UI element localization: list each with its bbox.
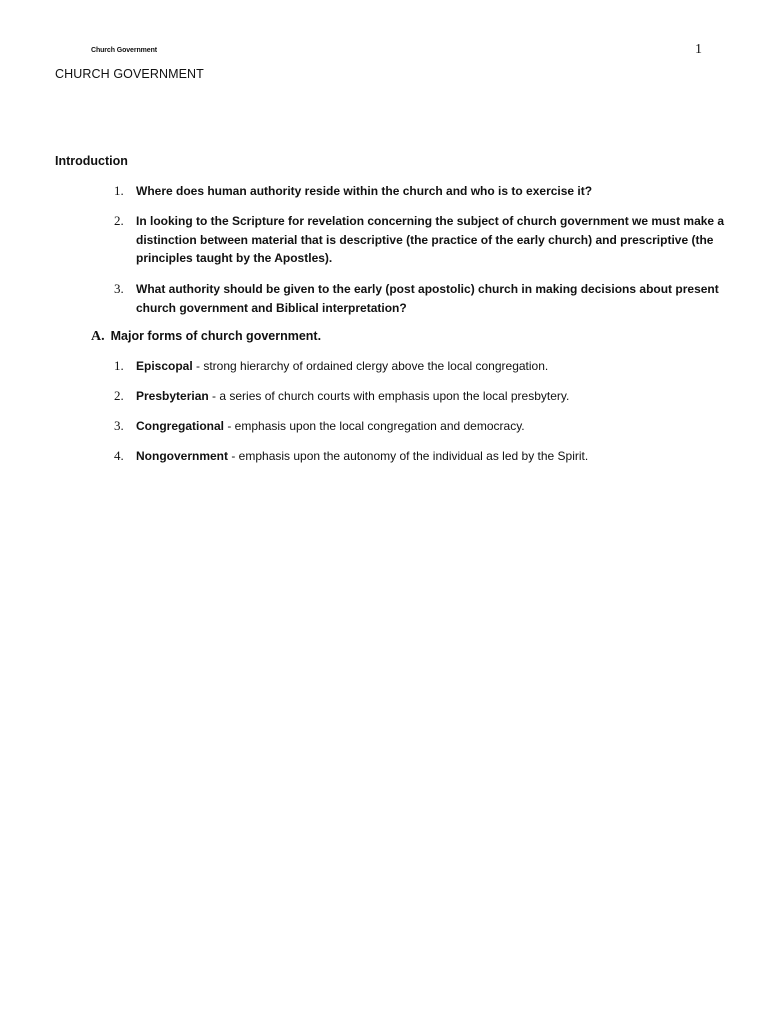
list-text [136, 417, 726, 436]
intro-list-item [114, 280, 724, 317]
running-header: Church Government [91, 47, 157, 54]
list-text [136, 447, 726, 466]
list-number: 2. [114, 213, 124, 228]
government-form-item [114, 387, 724, 406]
form-term: Episcopal [136, 359, 193, 373]
intro-list-item [114, 212, 724, 268]
form-term: Congregational [136, 419, 225, 433]
list-number: 2. [114, 388, 124, 403]
list-text: In looking to the Scripture for revelation concerning the subject of church government we must make a distinction between material that is descriptive (the practice of the early church) and prescriptive (the principles taught by the Apostles). [136, 214, 725, 265]
form-term: Presbyterian [136, 389, 209, 403]
list-number: 1. [114, 183, 124, 198]
form-description: - emphasis upon the local congregation and democracy. [224, 419, 525, 433]
list-number: 3. [114, 418, 124, 433]
government-form-item [114, 357, 724, 376]
introduction-heading: Introduction [55, 154, 128, 168]
section-letter: A. [91, 329, 105, 344]
list-number: 3. [114, 281, 124, 296]
list-number: 4. [114, 448, 124, 463]
government-form-item [114, 447, 724, 466]
form-description: - a series of church courts with emphasis upon the local presbytery. [208, 389, 570, 403]
section-a-heading [91, 329, 321, 345]
section-label: Major forms of church government. [110, 329, 322, 343]
list-text [136, 357, 726, 376]
form-description: - strong hierarchy of ordained clergy above the local congregation. [192, 359, 549, 373]
form-term: Nongovernment [136, 449, 229, 463]
page-number: 1 [695, 42, 702, 57]
government-form-item [114, 417, 724, 436]
intro-list-item [114, 182, 724, 201]
list-text [136, 387, 726, 406]
document-title: CHURCH GOVERNMENT [55, 67, 204, 81]
list-number: 1. [114, 358, 124, 373]
list-text: Where does human authority reside within the church and who is to exercise it? [136, 184, 593, 198]
form-description: - emphasis upon the autonomy of the individual as led by the Spirit. [228, 449, 589, 463]
list-text: What authority should be given to the early (post apostolic) church in making decisions about present church government and Biblical interpretation? [136, 282, 719, 315]
